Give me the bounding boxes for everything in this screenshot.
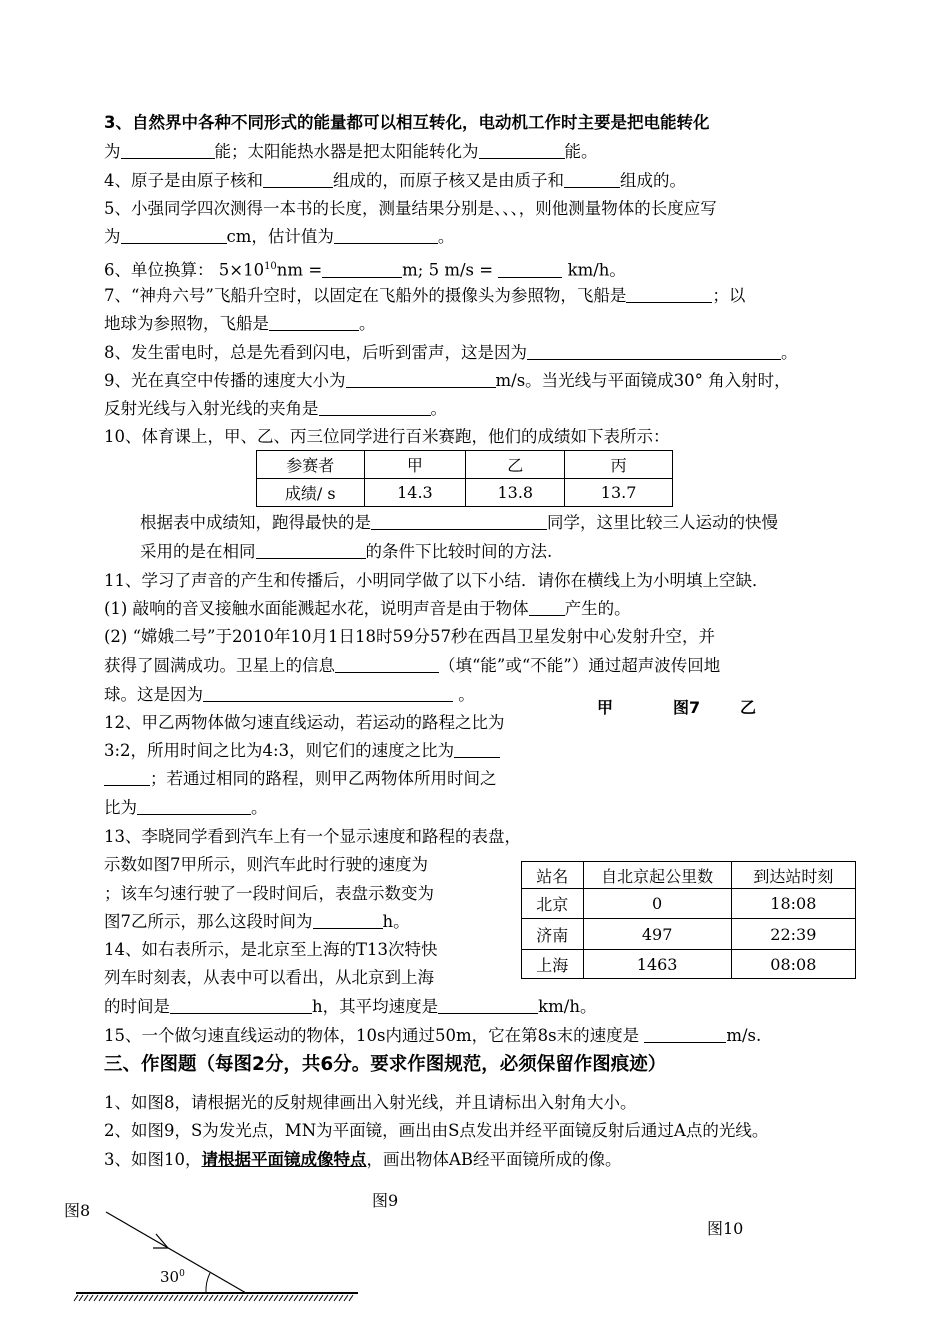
q14-line1	[104, 939, 438, 961]
q10-line3	[140, 541, 552, 563]
hatch-mark	[309, 1295, 313, 1301]
table-cell: 497	[583, 919, 731, 950]
fig8-diagram	[60, 1200, 370, 1310]
hatch-mark	[239, 1295, 243, 1301]
table-cell: 08:08	[731, 950, 855, 979]
hatch-mark	[74, 1295, 78, 1301]
q11-text: (2) “嫦娥二号”于2010年10月1日18时59分57秒在西昌卫星发射中心发射升空，并	[104, 627, 715, 646]
q9-text: m/s。当光线与平面镜成30° 角入射时，	[495, 371, 791, 390]
q7-text: 7、“神舟六号”飞船升空时，以固定在飞船外的摄像头为参照物，飞船是	[104, 286, 627, 305]
hatch-mark	[349, 1295, 353, 1301]
train-timetable	[521, 861, 856, 979]
q10-text: 同学，这里比较三人运动的快慢	[547, 513, 778, 532]
hatch-mark	[164, 1295, 168, 1301]
hatch-mark	[224, 1295, 228, 1301]
hatch-mark	[289, 1295, 293, 1301]
q14-text: km/h。	[538, 997, 597, 1016]
mirror-hatching	[74, 1295, 353, 1301]
hatch-mark	[299, 1295, 303, 1301]
table-cell: 13.7	[565, 479, 673, 507]
answer-blank[interactable]	[121, 142, 215, 159]
hatch-mark	[129, 1295, 133, 1301]
q4-text: 4、原子是由原子核和	[104, 171, 263, 190]
answer-blank[interactable]	[322, 261, 402, 278]
table-header: 甲	[364, 451, 466, 479]
table-header: 到达站时刻	[731, 862, 855, 889]
hatch-mark	[284, 1295, 288, 1301]
table-cell: 成绩/ s	[257, 479, 365, 507]
table-header: 乙	[466, 451, 565, 479]
fig7-left-label: 甲	[597, 698, 614, 717]
hatch-mark	[149, 1295, 153, 1301]
hatch-mark	[119, 1295, 123, 1301]
q10-text: 10、体育课上，甲、乙、丙三位同学进行百米赛跑，他们的成绩如下表所示：	[104, 427, 670, 446]
hatch-mark	[94, 1295, 98, 1301]
answer-blank[interactable]	[256, 542, 366, 559]
table-cell: 22:39	[731, 919, 855, 950]
table-header: 站名	[522, 862, 584, 889]
q14-text: 的时间是	[104, 997, 170, 1016]
q5-line2	[104, 226, 454, 248]
table-header: 自北京起公里数	[583, 862, 731, 889]
q11-line4	[104, 655, 720, 677]
hatch-mark	[249, 1295, 253, 1301]
q3-text: 能。	[564, 142, 598, 161]
q7-text: 地球为参照物，飞船是	[104, 314, 269, 333]
table-header: 丙	[565, 451, 673, 479]
q12-line1	[104, 712, 505, 734]
q5-text: 为	[104, 227, 121, 246]
answer-blank[interactable]	[121, 227, 227, 244]
q8-line	[104, 342, 798, 364]
hatch-mark	[244, 1295, 248, 1301]
q5-text: 5、小强同学四次测得一本书的长度，测量结果分别是、、、，则他测量物体的长度应写	[104, 199, 717, 218]
q7-text: 。	[359, 314, 376, 333]
hatch-mark	[209, 1295, 213, 1301]
table-cell: 北京	[522, 889, 584, 919]
q12-text: 12、甲乙两物体做匀速直线运动，若运动的路程之比为	[104, 713, 505, 732]
hatch-mark	[159, 1295, 163, 1301]
answer-blank[interactable]	[263, 171, 333, 188]
q14-text: h，其平均速度是	[312, 997, 439, 1016]
fig7-right-label: 乙	[740, 698, 757, 717]
q10-text: 根据表中成绩知，跑得最快的是	[140, 513, 371, 532]
hatch-mark	[184, 1295, 188, 1301]
answer-blank[interactable]	[529, 599, 565, 616]
answer-blank[interactable]	[319, 399, 431, 416]
q6-text: nm =	[276, 260, 323, 280]
q14-text: 14、如右表所示，是北京至上海的T13次特快	[104, 940, 438, 959]
answer-blank[interactable]	[438, 997, 538, 1014]
answer-blank[interactable]	[203, 685, 453, 702]
hatch-mark	[334, 1295, 338, 1301]
q5-line1	[104, 198, 717, 220]
answer-blank[interactable]	[170, 997, 312, 1014]
answer-blank[interactable]	[313, 912, 383, 929]
q12-text: 3:2，所用时间之比为4:3，则它们的速度之比为	[104, 741, 455, 760]
d3-text: ，画出物体AB经平面镜所成的像。	[366, 1150, 622, 1169]
drawing-task-2: 2、如图9，S为发光点，MN为平面镜，画出由S点发出并经平面镜反射后通过A点的光线。	[104, 1121, 769, 1140]
fig7-title: 图7	[673, 698, 701, 717]
hatch-mark	[114, 1295, 118, 1301]
q15-text: m/s.	[726, 1026, 762, 1045]
q6-text: 6、单位换算： 5×10	[104, 260, 265, 280]
q11-text: 球。这是因为	[104, 685, 203, 704]
q13-text: 示数如图7甲所示，则汽车此时行驶的速度为	[104, 855, 428, 874]
table-cell: 13.8	[466, 479, 565, 507]
q3-line2	[104, 141, 598, 163]
fig9-label: 图9	[372, 1191, 399, 1210]
hatch-mark	[104, 1295, 108, 1301]
q7-text: ；以	[712, 286, 746, 305]
q8-text: 8、发生雷电时，总是先看到闪电，后听到雷声，这是因为	[104, 343, 527, 362]
answer-blank[interactable]	[334, 227, 438, 244]
hatch-mark	[174, 1295, 178, 1301]
q6-text: m; 5 m/s =	[402, 260, 499, 280]
answer-blank[interactable]	[104, 769, 150, 786]
q11-line5	[104, 684, 475, 706]
q8-text: 。	[781, 343, 798, 362]
q13-text: 图7乙所示，那么这段时间为	[104, 912, 313, 931]
hatch-mark	[294, 1295, 298, 1301]
answer-blank[interactable]	[269, 314, 359, 331]
hatch-mark	[134, 1295, 138, 1301]
q13-text: ；该车匀速行驶了一段时间后，表盘示数变为	[104, 884, 434, 903]
exponent: 10	[264, 261, 277, 272]
q13-line2	[104, 854, 428, 876]
answer-blank[interactable]	[346, 371, 496, 388]
q4-line	[104, 170, 686, 192]
answer-blank[interactable]	[335, 656, 439, 673]
q10-line	[104, 426, 670, 448]
answer-blank[interactable]	[564, 171, 620, 188]
section-heading: 三、作图题（每图2分，共6分。要求作图规范，必须保留作图痕迹）	[104, 1054, 667, 1075]
hatch-mark	[269, 1295, 273, 1301]
hatch-mark	[194, 1295, 198, 1301]
hatch-mark	[304, 1295, 308, 1301]
q12-text: 比为	[104, 798, 137, 817]
answer-blank[interactable]	[626, 286, 712, 303]
q11-text: 产生的。	[564, 599, 631, 618]
q9-line2	[104, 398, 447, 420]
hatch-mark	[264, 1295, 268, 1301]
d3-text: 3、如图10，	[104, 1150, 202, 1169]
hatch-mark	[219, 1295, 223, 1301]
hatch-mark	[324, 1295, 328, 1301]
hatch-mark	[154, 1295, 158, 1301]
table-cell: 0	[583, 889, 731, 919]
q11-text: (1) 敲响的音叉接触水面能溅起水花，说明声音是由于物体	[104, 599, 529, 618]
hatch-mark	[279, 1295, 283, 1301]
hatch-mark	[84, 1295, 88, 1301]
hatch-mark	[229, 1295, 233, 1301]
q10-text: 采用的是在相同	[140, 542, 256, 561]
q5-text: cm，估计值为	[226, 227, 334, 246]
hatch-mark	[89, 1295, 93, 1301]
q5-text: 。	[437, 227, 455, 246]
q4-text: 组成的，而原子核又是由质子和	[333, 171, 564, 190]
hatch-mark	[179, 1295, 183, 1301]
q15-text: 15、一个做匀速直线运动的物体，10s内通过50m，它在第8s末的速度是	[104, 1026, 645, 1045]
q6-line	[104, 256, 626, 282]
q13-text: h。	[382, 912, 410, 931]
table-cell: 上海	[522, 950, 584, 979]
q14-text: 列车时刻表，从表中可以看出，从北京到上海	[104, 968, 434, 987]
fig8-label: 图8	[64, 1201, 91, 1220]
hatch-mark	[169, 1295, 173, 1301]
q12-line3	[104, 768, 497, 790]
hatch-mark	[254, 1295, 258, 1301]
fig8-angle-label	[160, 1268, 185, 1286]
hatch-mark	[189, 1295, 193, 1301]
hatch-mark	[144, 1295, 148, 1301]
q11-text: 。	[453, 685, 475, 704]
q3-text: 能；太阳能热水器是把太阳能转化为	[214, 142, 479, 161]
degree-sup: 0	[179, 1269, 185, 1279]
q10-line2	[140, 512, 778, 534]
answer-blank[interactable]	[479, 142, 565, 159]
hatch-mark	[344, 1295, 348, 1301]
q11-text: （填“能”或“不能”）通过超声波传回地	[439, 656, 721, 675]
answer-blank[interactable]	[454, 741, 500, 758]
hatch-mark	[274, 1295, 278, 1301]
q13-line3	[104, 883, 434, 905]
hatch-mark	[204, 1295, 208, 1301]
hatch-mark	[109, 1295, 113, 1301]
hatch-mark	[214, 1295, 218, 1301]
table-cell: 济南	[522, 919, 584, 950]
q13-line4	[104, 911, 410, 933]
q9-text: 反射光线与入射光线的夹角是	[104, 399, 319, 418]
q9-text: 。	[430, 399, 447, 418]
table-cell: 1463	[583, 950, 731, 979]
race-results-table	[256, 450, 673, 507]
table-header: 参赛者	[257, 451, 365, 479]
angle-arc	[206, 1273, 210, 1293]
answer-blank[interactable]	[498, 261, 562, 278]
hatch-mark	[259, 1295, 263, 1301]
answer-blank[interactable]	[137, 798, 251, 815]
hatch-mark	[339, 1295, 343, 1301]
drawing-task-3	[104, 1149, 622, 1171]
q7-line1	[104, 285, 745, 307]
q11-line3	[104, 626, 715, 648]
q7-line2	[104, 313, 376, 335]
q13-line1	[104, 826, 521, 848]
answer-blank[interactable]	[527, 343, 781, 360]
q4-text: 组成的。	[620, 171, 686, 190]
hatch-mark	[199, 1295, 203, 1301]
hatch-mark	[314, 1295, 318, 1301]
q11-text: 11、学习了声音的产生和传播后，小明同学做了以下小结．请你在横线上为小明填上空缺．	[104, 571, 769, 590]
q3-line1	[104, 112, 709, 134]
q11-line1	[104, 570, 769, 592]
hatch-mark	[319, 1295, 323, 1301]
q6-text: km/h。	[562, 260, 626, 280]
q12-line4	[104, 797, 268, 819]
hatch-mark	[124, 1295, 128, 1301]
hatch-mark	[234, 1295, 238, 1301]
q14-line3	[104, 996, 596, 1018]
answer-blank[interactable]	[371, 513, 547, 530]
q11-line2	[104, 598, 631, 620]
hatch-mark	[139, 1295, 143, 1301]
hatch-mark	[79, 1295, 83, 1301]
q10-text: 的条件下比较时间的方法.	[365, 542, 553, 561]
q13-text: 13、李晓同学看到汽车上有一个显示速度和路程的表盘，	[104, 827, 521, 846]
q3-text: 3、自然界中各种不同形式的能量都可以相互转化，电动机工作时主要是把电能转化	[104, 113, 710, 132]
answer-blank[interactable]	[644, 1026, 726, 1043]
drawing-task-1: 1、如图8，请根据光的反射规律画出入射光线，并且请标出入射角大小。	[104, 1093, 637, 1112]
table-cell: 14.3	[364, 479, 466, 507]
hatch-mark	[329, 1295, 333, 1301]
q12-line2	[104, 740, 500, 762]
q11-text: 获得了圆满成功。卫星上的信息	[104, 656, 335, 675]
q9-line1	[104, 370, 791, 392]
q3-text: 为	[104, 142, 121, 161]
table-cell: 18:08	[731, 889, 855, 919]
q9-text: 9、光在真空中传播的速度大小为	[104, 371, 346, 390]
angle-value: 30	[160, 1268, 180, 1286]
q12-text: 。	[251, 798, 268, 817]
q14-line2	[104, 967, 434, 989]
q12-text: ；若通过相同的路程，则甲乙两物体所用时间之	[150, 769, 497, 788]
fig10-label: 图10	[707, 1219, 744, 1238]
d3-emphasis: 请根据平面镜成像特点	[201, 1150, 367, 1169]
q15-line	[104, 1025, 761, 1047]
hatch-mark	[99, 1295, 103, 1301]
